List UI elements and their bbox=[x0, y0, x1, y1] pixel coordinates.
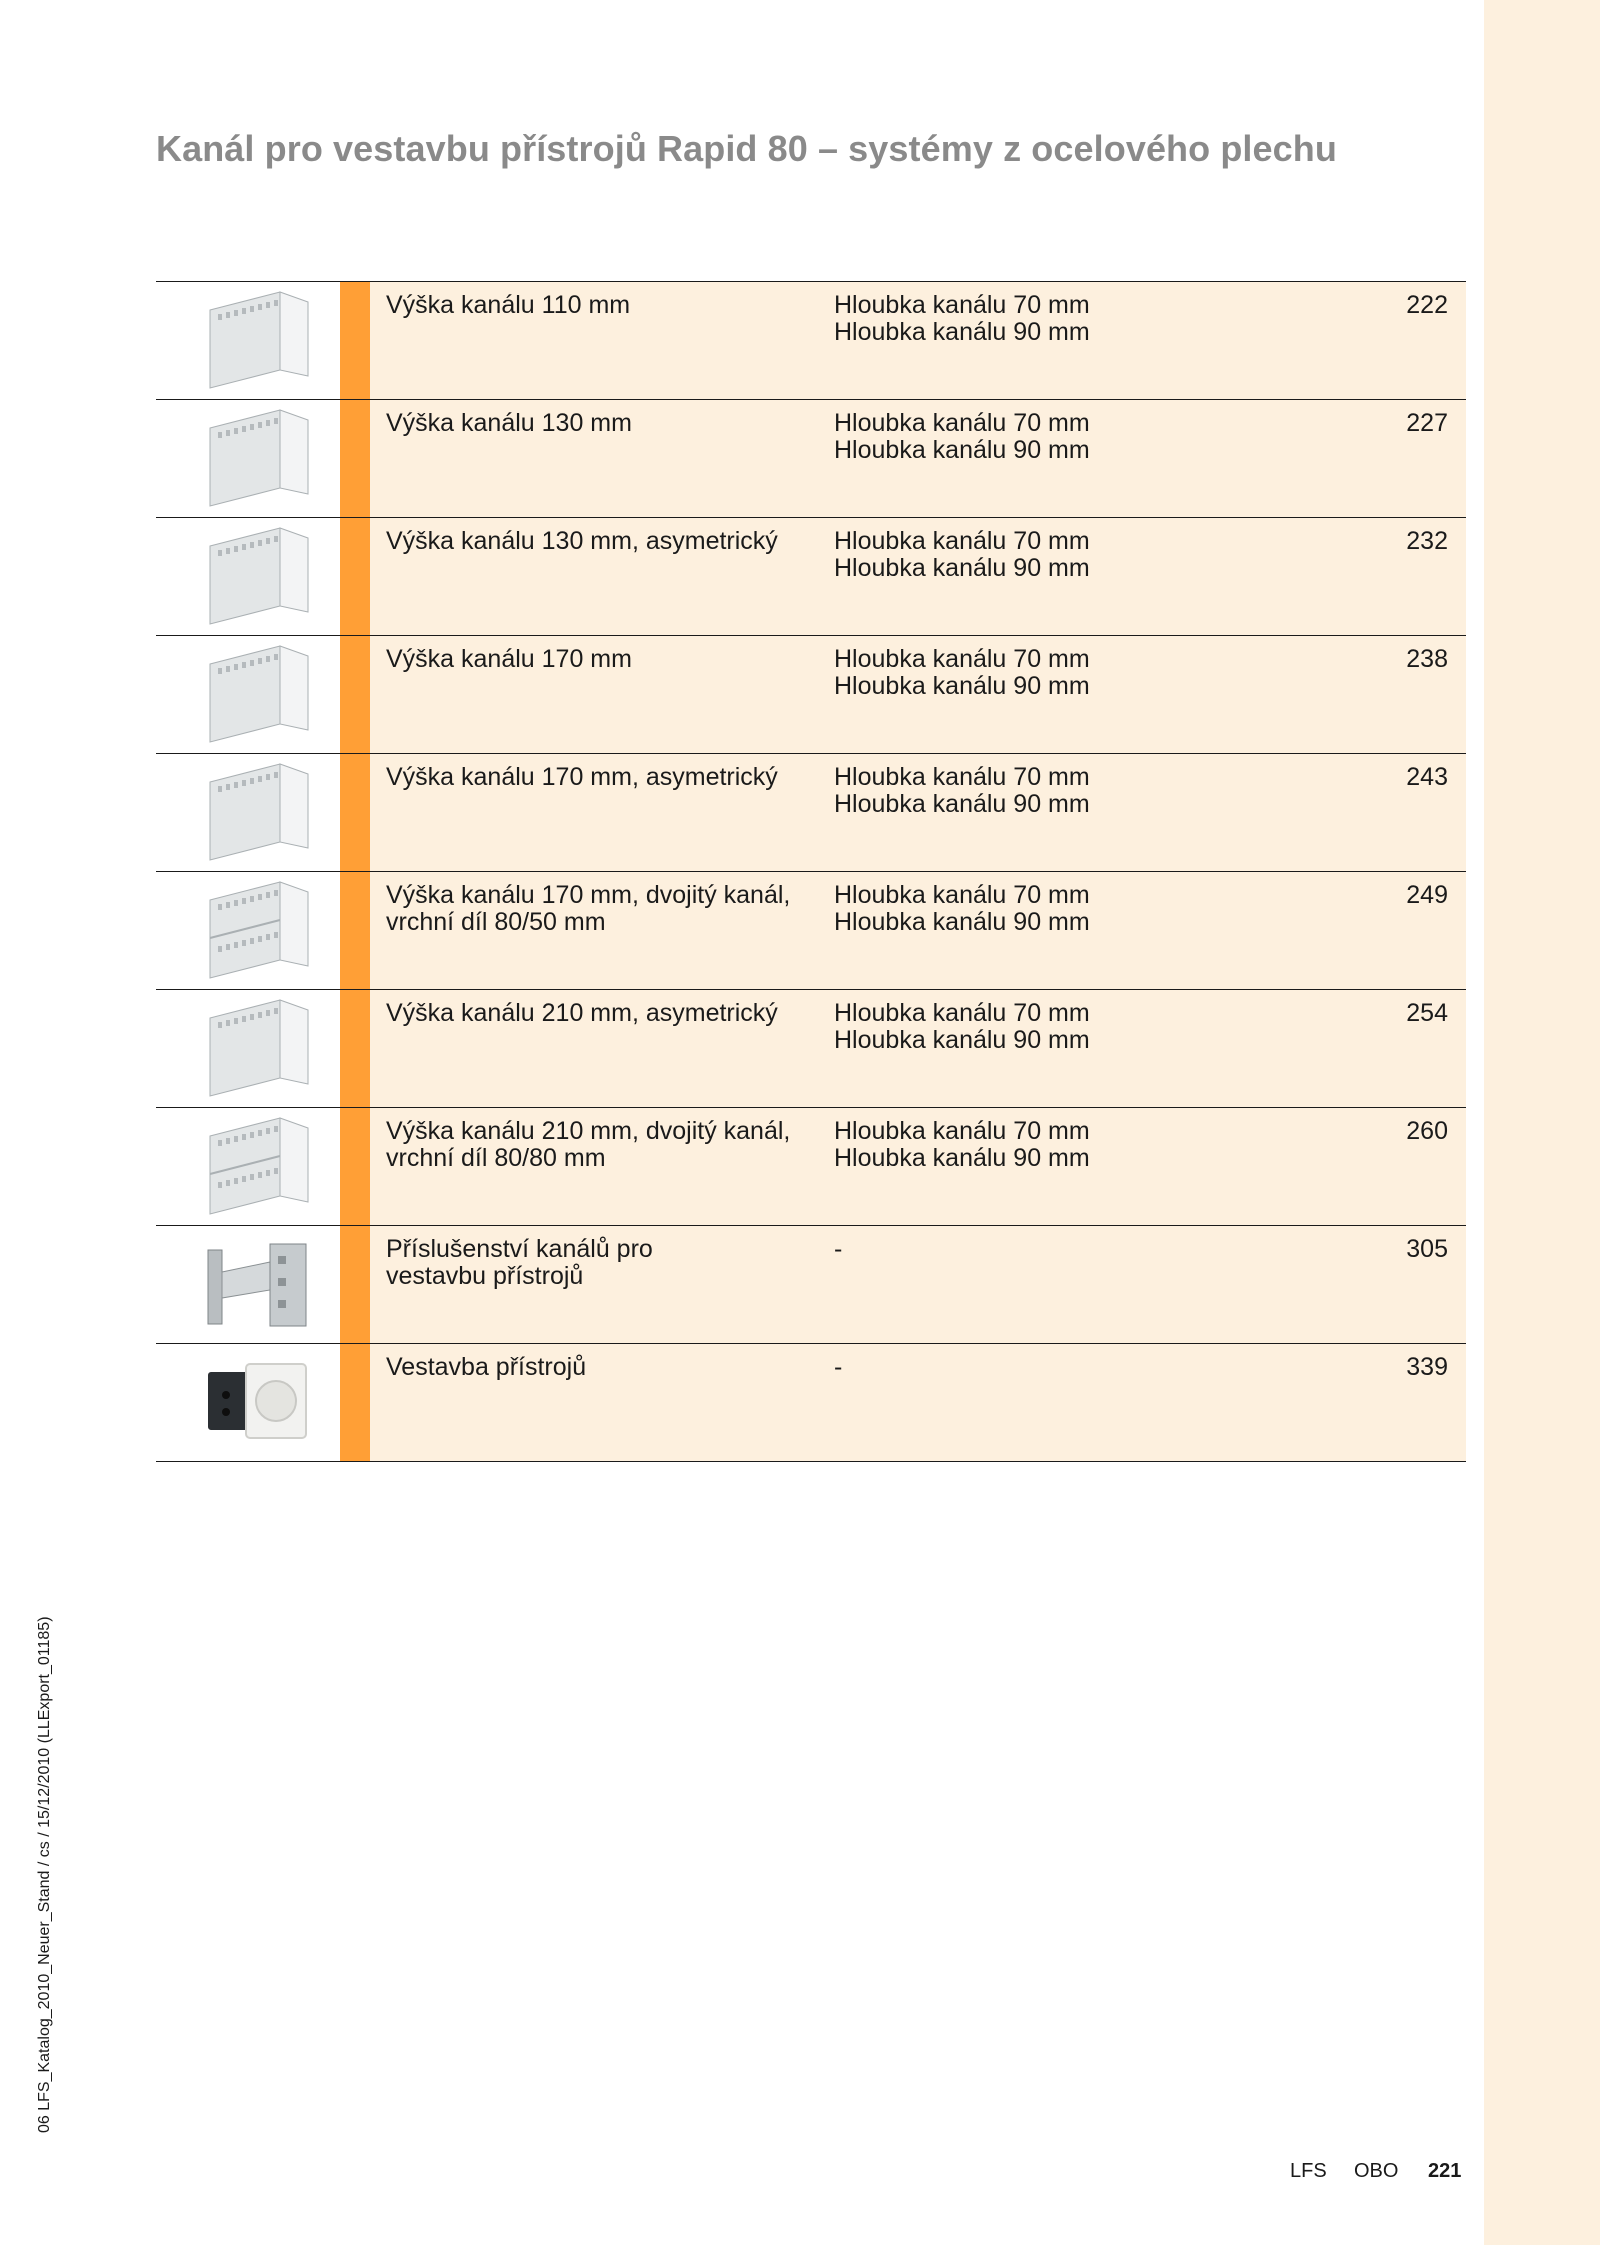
footer-brand: OBO bbox=[1354, 2160, 1399, 2182]
double-duct-icon bbox=[198, 878, 318, 983]
channel-height-line: Příslušenství kanálů pro bbox=[386, 1235, 653, 1263]
duct-icon bbox=[198, 288, 318, 393]
duct-icon bbox=[198, 524, 318, 629]
channel-depth bbox=[834, 1236, 1234, 1263]
accent-bar bbox=[340, 518, 370, 635]
channel-height bbox=[386, 1354, 826, 1381]
accent-bar bbox=[340, 636, 370, 753]
table-row bbox=[156, 1226, 1466, 1344]
channel-depth-line: Hloubka kanálu 70 mm bbox=[834, 291, 1090, 319]
channel-height-line: Výška kanálu 110 mm bbox=[386, 291, 631, 319]
product-thumbnail bbox=[156, 990, 340, 1107]
channel-height-line: vrchní díl 80/80 mm bbox=[386, 1144, 606, 1172]
duct-icon bbox=[198, 760, 318, 865]
channel-height-line: Výška kanálu 170 mm bbox=[386, 645, 632, 673]
table-row bbox=[156, 990, 1466, 1108]
table-row bbox=[156, 754, 1466, 872]
page-reference: 260 bbox=[1406, 1117, 1448, 1145]
footer-section: LFS bbox=[1290, 2160, 1327, 2182]
accent-bar bbox=[340, 990, 370, 1107]
channel-height-line: Výška kanálu 210 mm, asymetrický bbox=[386, 999, 778, 1027]
channel-height bbox=[386, 292, 826, 319]
channel-depth bbox=[834, 528, 1234, 582]
page-title: Kanál pro vestavbu přístrojů Rapid 80 – systémy z ocelového plechu bbox=[156, 128, 1337, 169]
channel-height bbox=[386, 646, 826, 673]
table-row bbox=[156, 400, 1466, 518]
channel-depth-line: - bbox=[834, 1353, 843, 1381]
product-thumbnail bbox=[156, 872, 340, 989]
channel-depth bbox=[834, 1000, 1234, 1054]
duct-icon bbox=[198, 406, 318, 511]
channel-depth bbox=[834, 646, 1234, 700]
channel-depth-line: Hloubka kanálu 70 mm bbox=[834, 999, 1090, 1027]
duct-icon bbox=[198, 642, 318, 747]
channel-depth-line: Hloubka kanálu 90 mm bbox=[834, 318, 1090, 346]
channel-height bbox=[386, 528, 826, 555]
product-thumbnail bbox=[156, 1108, 340, 1225]
channel-depth-line: Hloubka kanálu 90 mm bbox=[834, 554, 1090, 582]
channel-depth-line: Hloubka kanálu 90 mm bbox=[834, 908, 1090, 936]
accent-bar bbox=[340, 282, 370, 399]
channel-depth-line: Hloubka kanálu 90 mm bbox=[834, 672, 1090, 700]
channel-height bbox=[386, 1118, 826, 1172]
channel-height bbox=[386, 410, 826, 437]
channel-depth-line: Hloubka kanálu 70 mm bbox=[834, 763, 1090, 791]
channel-depth-line: Hloubka kanálu 90 mm bbox=[834, 436, 1090, 464]
page-reference: 305 bbox=[1406, 1235, 1448, 1263]
accent-bar bbox=[340, 1344, 370, 1461]
channel-depth-line: Hloubka kanálu 70 mm bbox=[834, 645, 1090, 673]
row-content bbox=[370, 518, 1466, 635]
page-reference: 254 bbox=[1406, 999, 1448, 1027]
channel-depth bbox=[834, 292, 1234, 346]
channel-height bbox=[386, 882, 826, 936]
row-content bbox=[370, 400, 1466, 517]
footer-page-number: 221 bbox=[1428, 2160, 1462, 2182]
channel-depth-line: Hloubka kanálu 90 mm bbox=[834, 1144, 1090, 1172]
page-reference: 238 bbox=[1406, 645, 1448, 673]
product-thumbnail bbox=[156, 518, 340, 635]
channel-height-line: Výška kanálu 130 mm bbox=[386, 409, 632, 437]
table-row bbox=[156, 872, 1466, 990]
row-content bbox=[370, 754, 1466, 871]
table-row bbox=[156, 1108, 1466, 1226]
channel-depth-line: Hloubka kanálu 70 mm bbox=[834, 1117, 1090, 1145]
row-content bbox=[370, 1226, 1466, 1343]
row-content bbox=[370, 872, 1466, 989]
channel-depth bbox=[834, 410, 1234, 464]
accent-bar bbox=[340, 872, 370, 989]
channel-height-line: Výška kanálu 170 mm, dvojitý kanál, bbox=[386, 881, 791, 909]
channel-height-line: vestavbu přístrojů bbox=[386, 1262, 584, 1290]
socket-icon bbox=[198, 1350, 318, 1455]
channel-depth bbox=[834, 1118, 1234, 1172]
table-row bbox=[156, 518, 1466, 636]
product-thumbnail bbox=[156, 754, 340, 871]
channel-height-line: Vestavba přístrojů bbox=[386, 1353, 587, 1381]
channel-height-line: vrchní díl 80/50 mm bbox=[386, 908, 606, 936]
product-thumbnail bbox=[156, 282, 340, 399]
page-reference: 339 bbox=[1406, 1353, 1448, 1381]
page-reference: 232 bbox=[1406, 527, 1448, 555]
channel-depth bbox=[834, 1354, 1234, 1381]
page-reference: 222 bbox=[1406, 291, 1448, 319]
page-reference: 227 bbox=[1406, 409, 1448, 437]
row-content bbox=[370, 990, 1466, 1107]
channel-height-line: Výška kanálu 130 mm, asymetrický bbox=[386, 527, 778, 555]
duct-icon bbox=[198, 996, 318, 1101]
channel-height bbox=[386, 1000, 826, 1027]
product-thumbnail bbox=[156, 1226, 340, 1343]
table-row bbox=[156, 1344, 1466, 1462]
product-thumbnail bbox=[156, 636, 340, 753]
channel-depth-line: Hloubka kanálu 70 mm bbox=[834, 881, 1090, 909]
row-content bbox=[370, 1344, 1466, 1461]
product-thumbnail bbox=[156, 1344, 340, 1461]
channel-height-line: Výška kanálu 170 mm, asymetrický bbox=[386, 763, 778, 791]
product-table bbox=[156, 281, 1466, 1462]
accent-bar bbox=[340, 1226, 370, 1343]
channel-depth-line: - bbox=[834, 1235, 843, 1263]
channel-depth-line: Hloubka kanálu 70 mm bbox=[834, 527, 1090, 555]
row-content bbox=[370, 282, 1466, 399]
channel-depth bbox=[834, 882, 1234, 936]
table-row bbox=[156, 282, 1466, 400]
page-reference: 243 bbox=[1406, 763, 1448, 791]
channel-height bbox=[386, 764, 826, 791]
accent-bar bbox=[340, 400, 370, 517]
channel-height bbox=[386, 1236, 826, 1290]
product-thumbnail bbox=[156, 400, 340, 517]
channel-depth bbox=[834, 764, 1234, 818]
bracket-icon bbox=[198, 1232, 318, 1337]
channel-depth-line: Hloubka kanálu 70 mm bbox=[834, 409, 1090, 437]
row-content bbox=[370, 636, 1466, 753]
table-row bbox=[156, 636, 1466, 754]
double-duct-icon bbox=[198, 1114, 318, 1219]
channel-height-line: Výška kanálu 210 mm, dvojitý kanál, bbox=[386, 1117, 791, 1145]
page-reference: 249 bbox=[1406, 881, 1448, 909]
accent-bar bbox=[340, 754, 370, 871]
channel-depth-line: Hloubka kanálu 90 mm bbox=[834, 790, 1090, 818]
row-content bbox=[370, 1108, 1466, 1225]
channel-depth-line: Hloubka kanálu 90 mm bbox=[834, 1026, 1090, 1054]
catalog-export-label: 06 LFS_Katalog_2010_Neuer_Stand / cs / 15/12/2010 (LLExport_01185) bbox=[36, 1616, 53, 2133]
side-strip bbox=[1484, 0, 1600, 2245]
accent-bar bbox=[340, 1108, 370, 1225]
